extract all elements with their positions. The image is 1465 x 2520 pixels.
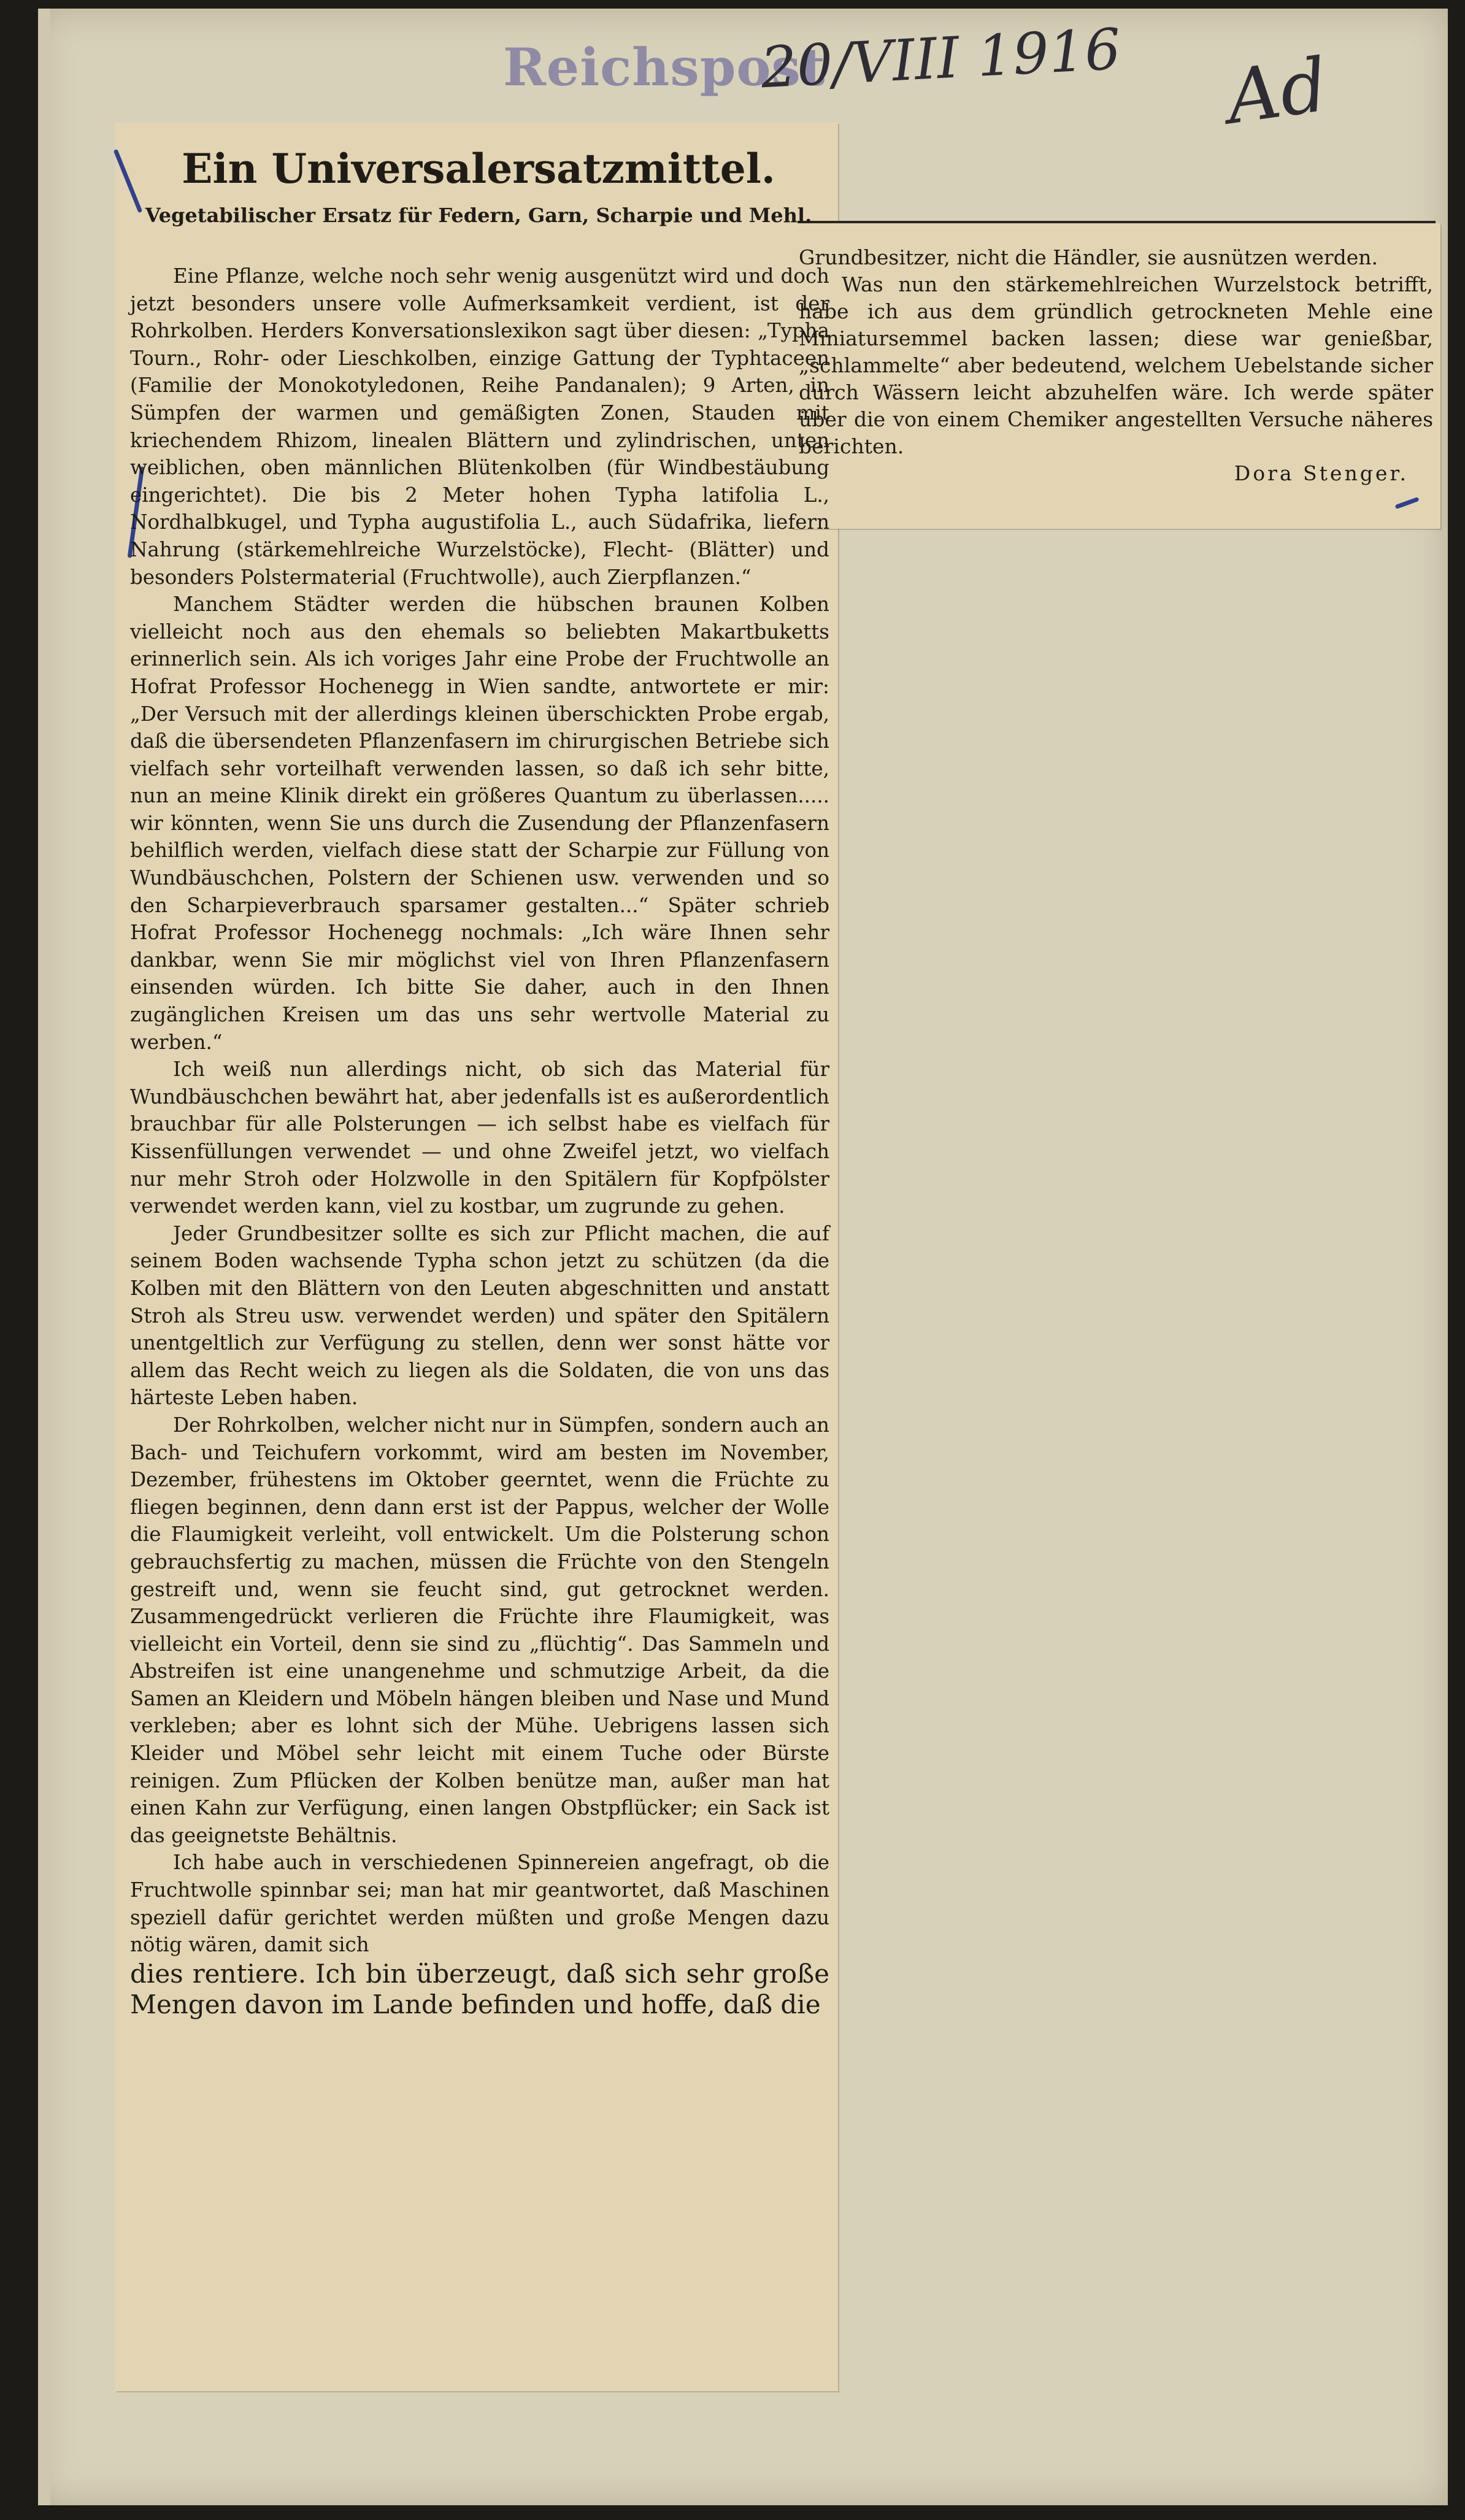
article-paragraph: Was nun den stärkemehlreichen Wurzelstock betrifft, habe ich aus dem gründlich getrockneten Mehle eine Miniatursemmel backen lassen; diese war genießbar, „schlammelte“ aber bedeutend, welchem Uebelstande sicher durch Wässern leicht abzuhelfen wäre. Ich werde später über die von einem Chemiker angestellten Versuche näheres berichten. [799, 272, 1433, 458]
article-paragraph: Ich weiß nun allerdings nicht, ob sich das Material für Wundbäuschchen bewährt hat, aber jedenfalls ist es außerordentlich brauchbar für alle Polsterungen — ich selbst habe es vielfach für Kissenfüllungen verwendet — und ohne Zweifel jetzt, wo vielfach nur mehr Stroh oder Holzwolle in den Spitälern für Kopfpölster verwendet werden kann, viel zu kostbar, um zugrunde zu gehen. [130, 1058, 829, 1218]
article-paragraph: Manchem Städter werden die hübschen braunen Kolben vielleicht noch aus den ehemals so beliebten Makartbuketts erinnerlich sein. Als ich voriges Jahr eine Probe der Fruchtwolle an Hofrat Professor Hochenegg in Wien sandte, antwortete er mir: „Der Versuch mit der allerdings kleinen überschickten Probe ergab, daß die übersendeten Pflanzenfasern im chirurgischen Betriebe sich vielfach sehr vorteilhaft verwenden lassen, so daß ich sehr bitte, nun an meine Klinik direkt ein größeres Quantum zu überlassen..... wir könnten, wenn Sie uns durch die Zusendung der Pflanzenfasern behilflich werden, vielfach diese statt der Scharpie zur Füllung von Wundbäuschchen, Polstern der Schienen usw. verwenden und so den Scharpieverbrauch sparsamer gestalten...“ Später schrieb Hofrat Professor Hochenegg nochmals: „Ich wäre Ihnen sehr dankbar, wenn Sie mir möglichst viel von Ihren Pflanzenfasern einsenden würden. Ich bitte Sie daher, auch in den Ihnen zugänglichen Kreisen um das uns sehr wertvolle Material zu werben.“ [130, 593, 829, 1054]
handwritten-date: 20/VIII 1916 [759, 16, 1123, 101]
handwritten-mark: Ad [1221, 42, 1333, 141]
author-signature: Dora Stenger. [1234, 461, 1409, 485]
article-paragraph: Eine Pflanze, welche noch sehr wenig ausgenützt wird und doch jetzt besonders unsere volle Aufmerksamkeit verdient, ist der Rohrkolben. Herders Konversationslexikon sagt über diesen: „Typha Tourn., Rohr- oder Lieschkolben, einzige Gattung der Typhtaceen (Familie der Monokotyledonen, Reihe Pandanalen); 9 Arten, in Sümpfen der warmen und gemäßigten Zonen, Stauden mit kriechendem Rhizom, linealen Blättern und zylindrischen, unten weiblichen, oben männlichen Blütenkolben (für Windbestäubung eingerichtet). Die bis 2 Meter hohen Typha latifolia L., Nordhalbkugel, und Typha augustifolia L., auch Südafrika, liefern Nahrung (stärkemehlreiche Wurzelstöcke), Flecht- (Blätter) und besonders Polstermaterial (Fruchtwolle), auch Zierpflanzen.“ [130, 264, 829, 589]
article-paragraph: Der Rohrkolben, welcher nicht nur in Sümpfen, sondern auch an Bach- und Teichufern vorkommt, wird am besten im November, Dezember, frühestens im Oktober geerntet, wenn die Früchte zu fliegen beginnen, denn dann erst ist der Pappus, welcher der Wolle die Flaumigkeit verleiht, voll entwickelt. Um die Polsterung schon gebrauchsfertig zu machen, müssen die Früchte von den Stengeln gestreift und, wenn sie feucht sind, gut getrocknet werden. Zusammengedrückt verlieren die Früchte ihre Flaumigkeit, was vielleicht ein Vorteil, denn sie sind zu „flüchtig“. Das Sammeln und Abstreifen ist eine unangenehme und schmutzige Arbeit, da die Samen an Kleidern und Möbeln hängen bleiben und Nase und Mund verkleben; aber es lohnt sich der Mühe. Uebrigens lassen sich Kleider und Möbel sehr leicht mit einem Tuche oder Bürste reinigen. Zum Pflücken der Kolben benütze man, außer man hat einen Kahn zur Verfügung, einen langen Obstpflücker; ein Sack ist das geeignetste Behältnis. [130, 1413, 829, 1847]
article-subheadline: Vegetabilischer Ersatz für Federn, Garn, Scharpie und Mehl. [145, 204, 812, 227]
article-headline: Ein Universalersatzmittel. [182, 145, 775, 193]
article-paragraph: Ich habe auch in verschiedenen Spinnereien angefragt, ob die Fruchtwolle spinnbar sei; man hat mir geantwortet, daß Maschinen speziell dafür gerichtet werden müßten und große Mengen dazu nötig wären, damit sich [130, 1851, 829, 1957]
sheet-edge [38, 9, 50, 2505]
article-paragraph: Jeder Grundbesitzer sollte es sich zur Pflicht machen, die auf seinem Boden wachsende Typha schon jetzt zu schützen (da die Kolben mit den Blättern von den Leuten abgeschnitten und anstatt Stroh als Streu usw. verwendet werden) und später den Spitälern unentgeltlich zur Verfügung zu stellen, denn wer sonst hätte vor allem das Recht weich zu liegen als die Soldaten, die von uns das härteste Leben haben. [130, 1221, 829, 1410]
newspaper-stamp: Reichspost [503, 37, 826, 98]
article-column-main [130, 263, 829, 2020]
column-rule [798, 221, 1436, 223]
article-column-continuation [799, 244, 1433, 487]
article-tail-line: dies rentiere. Ich bin überzeugt, daß sich sehr große Mengen davon im Lande befinden und hoffe, daß die [130, 1958, 829, 2019]
article-paragraph: Grundbesitzer, nicht die Händler, sie ausnützen werden. [799, 245, 1378, 269]
